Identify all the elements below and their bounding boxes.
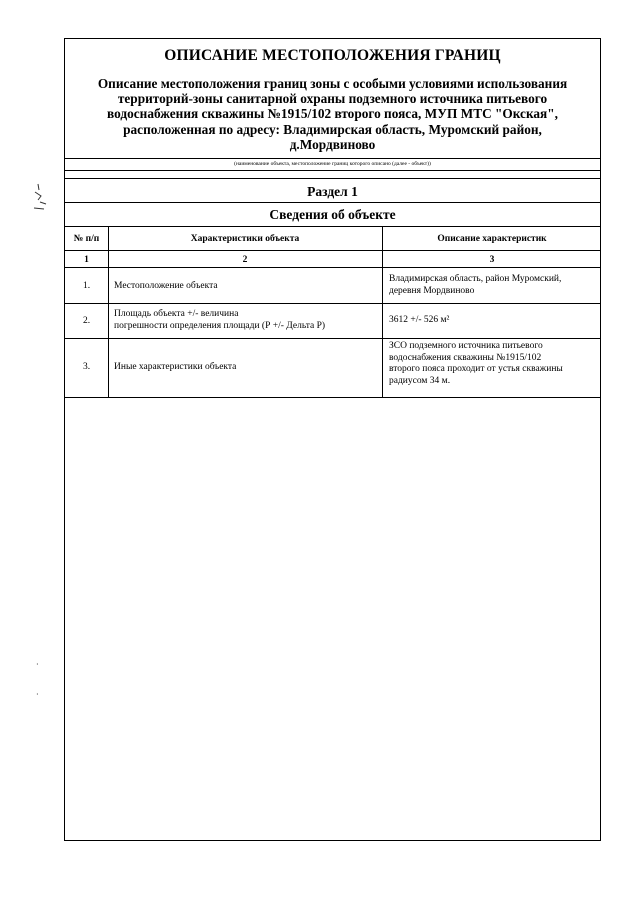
col-header-characteristics: Характеристики объекта — [190, 234, 300, 244]
row-number: 1. — [82, 281, 91, 291]
divider — [65, 170, 600, 171]
document-title: ОПИСАНИЕ МЕСТОПОЛОЖЕНИЯ ГРАНИЦ — [164, 47, 501, 64]
cell-line: Местоположение объекта — [114, 281, 218, 291]
cell-line: радиусом 34 м. — [389, 375, 451, 386]
description-line: Описание местоположения границ зоны с особыми условиями использования — [97, 76, 568, 91]
caption-note: (наименование объекта, местоположение границ которого описано (далее - объект)) — [234, 161, 431, 167]
divider — [65, 250, 600, 251]
row-characteristic — [114, 362, 236, 374]
description-line: водоснабжения скважины №1915/102 второго пояса, МУП МТС "Окская", — [107, 106, 558, 122]
row-description — [389, 315, 449, 327]
row-description — [389, 274, 561, 297]
col-number-2: 2 — [242, 255, 248, 265]
row-characteristic — [114, 281, 218, 293]
scan-dot-icon: · — [36, 690, 39, 699]
cell-line: деревня Мордвиново — [389, 285, 475, 296]
document-frame — [64, 38, 601, 841]
cell-line: 3612 +/- 526 м² — [389, 315, 450, 325]
divider — [65, 158, 600, 159]
table-col-divider — [108, 226, 109, 397]
row-characteristic — [114, 309, 325, 332]
scan-dot-icon: · — [36, 660, 39, 669]
col-number-3: 3 — [489, 255, 495, 265]
cell-line: Иные характеристики объекта — [114, 362, 237, 372]
divider — [65, 303, 600, 304]
description-line: территорий-зоны санитарной охраны подземного источника питьевого — [117, 91, 548, 107]
cell-line: погрешности определения площади (Р +/- Дельта Р) — [114, 320, 326, 331]
divider — [65, 178, 600, 179]
col-number-1: 1 — [84, 255, 89, 265]
col-header-description: Описание характеристик — [437, 234, 547, 244]
cell-line: водоснабжения скважины №1915/102 — [389, 352, 542, 363]
row-description — [389, 341, 563, 387]
divider — [65, 338, 600, 339]
row-number: 2. — [82, 316, 91, 326]
table-col-divider — [382, 226, 383, 397]
section-title: Раздел 1 — [307, 184, 358, 199]
cell-line: второго пояса проходит от устья скважины — [389, 364, 563, 374]
description-line: д.Мордвиново — [289, 136, 376, 152]
cell-line: Владимирская область, район Муромский, — [389, 274, 562, 284]
divider — [65, 267, 600, 268]
divider — [65, 226, 600, 227]
row-number: 3. — [82, 362, 91, 372]
description-line: расположенная по адресу: Владимирская область, Муромский район, — [123, 121, 542, 137]
object-description — [73, 76, 592, 152]
cell-line: ЗСО подземного источника питьевого — [389, 341, 543, 351]
divider — [65, 397, 600, 398]
cell-line: Площадь объекта +/- величина — [114, 309, 239, 319]
subsection-title: Сведения об объекте — [269, 207, 396, 222]
col-header-number: № п/п — [73, 234, 100, 244]
divider — [65, 202, 600, 203]
scan-artifact-icon — [32, 182, 52, 214]
